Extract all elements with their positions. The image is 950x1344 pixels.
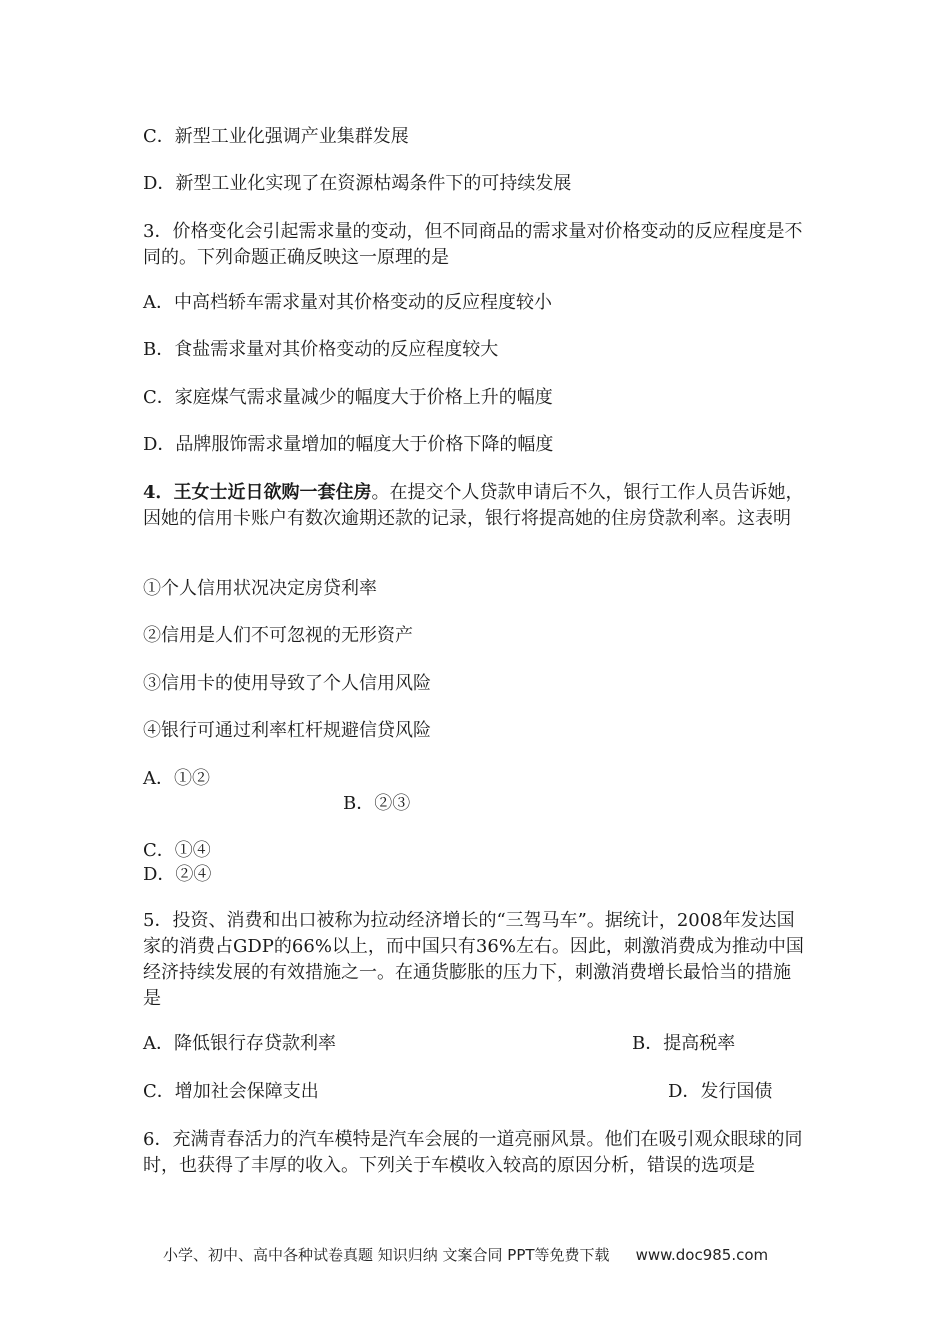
- q4-option-b: B．②③: [343, 793, 411, 814]
- q4-option-a: A．①②: [143, 768, 210, 789]
- q4-stem: [143, 480, 808, 532]
- q4-statement-3: ③信用卡的使用导致了个人信用风险: [143, 673, 431, 694]
- q5-option-d: D．发行国债: [668, 1081, 773, 1102]
- q4-statement-1: ①个人信用状况决定房贷利率: [143, 578, 377, 599]
- page-footer: [163, 1244, 768, 1265]
- q5-option-b: B．提高税率: [632, 1033, 736, 1054]
- q5-option-a: A．降低银行存贷款利率: [143, 1033, 336, 1054]
- q3-option-a: A．中高档轿车需求量对其价格变动的反应程度较小: [143, 292, 552, 313]
- q3-option-d: D．品牌服饰需求量增加的幅度大于价格下降的幅度: [143, 434, 554, 455]
- footer-url[interactable]: www.doc985.com: [635, 1246, 769, 1264]
- q5-option-c: C．增加社会保障支出: [143, 1081, 319, 1102]
- q2-option-c: C．新型工业化强调产业集群发展: [143, 126, 409, 147]
- q4-stem-rest: 。在提交个人贷款申请后不久，银行工作人员告诉她，因她的信用卡账户有数次逾期还款的记录，银行将提高她的住房贷款利率。这表明: [143, 482, 804, 529]
- q3-option-c: C．家庭煤气需求量减少的幅度大于价格上升的幅度: [143, 387, 553, 408]
- q3-stem: 3．价格变化会引起需求量的变动，但不同商品的需求量对价格变动的反应程度是不同的。下列命题正确反映这一原理的是: [143, 221, 803, 268]
- q4-option-d: D．②④: [143, 864, 212, 885]
- q4-option-c: C．①④: [143, 840, 211, 861]
- q4-statement-4: ④银行可通过利率杠杆规避信贷风险: [143, 720, 431, 741]
- footer-text: 小学、初中、高中各种试卷真题 知识归纳 文案合同 PPT等免费下载: [163, 1246, 610, 1264]
- q4-stem-bold: 4．王女士近日欲购一套住房: [143, 482, 372, 503]
- q5-stem: 5．投资、消费和出口被称为拉动经济增长的“三驾马车”。据统计，2008年发达国家的消费占GDP的66%以上，而中国只有36%左右。因此，刺激消费成为推动中国经济持续发展的有效措施之一。在通货膨胀的压力下，刺激消费增长最恰当的措施是: [143, 910, 804, 1009]
- q3-option-b: B．食盐需求量对其价格变动的反应程度较大: [143, 339, 499, 360]
- q2-option-d: D．新型工业化实现了在资源枯竭条件下的可持续发展: [143, 173, 572, 194]
- q6-stem: 6．充满青春活力的汽车模特是汽车会展的一道亮丽风景。他们在吸引观众眼球的同时，也获得了丰厚的收入。下列关于车模收入较高的原因分析，错误的选项是: [143, 1129, 803, 1176]
- q4-statement-2: ②信用是人们不可忽视的无形资产: [143, 625, 413, 646]
